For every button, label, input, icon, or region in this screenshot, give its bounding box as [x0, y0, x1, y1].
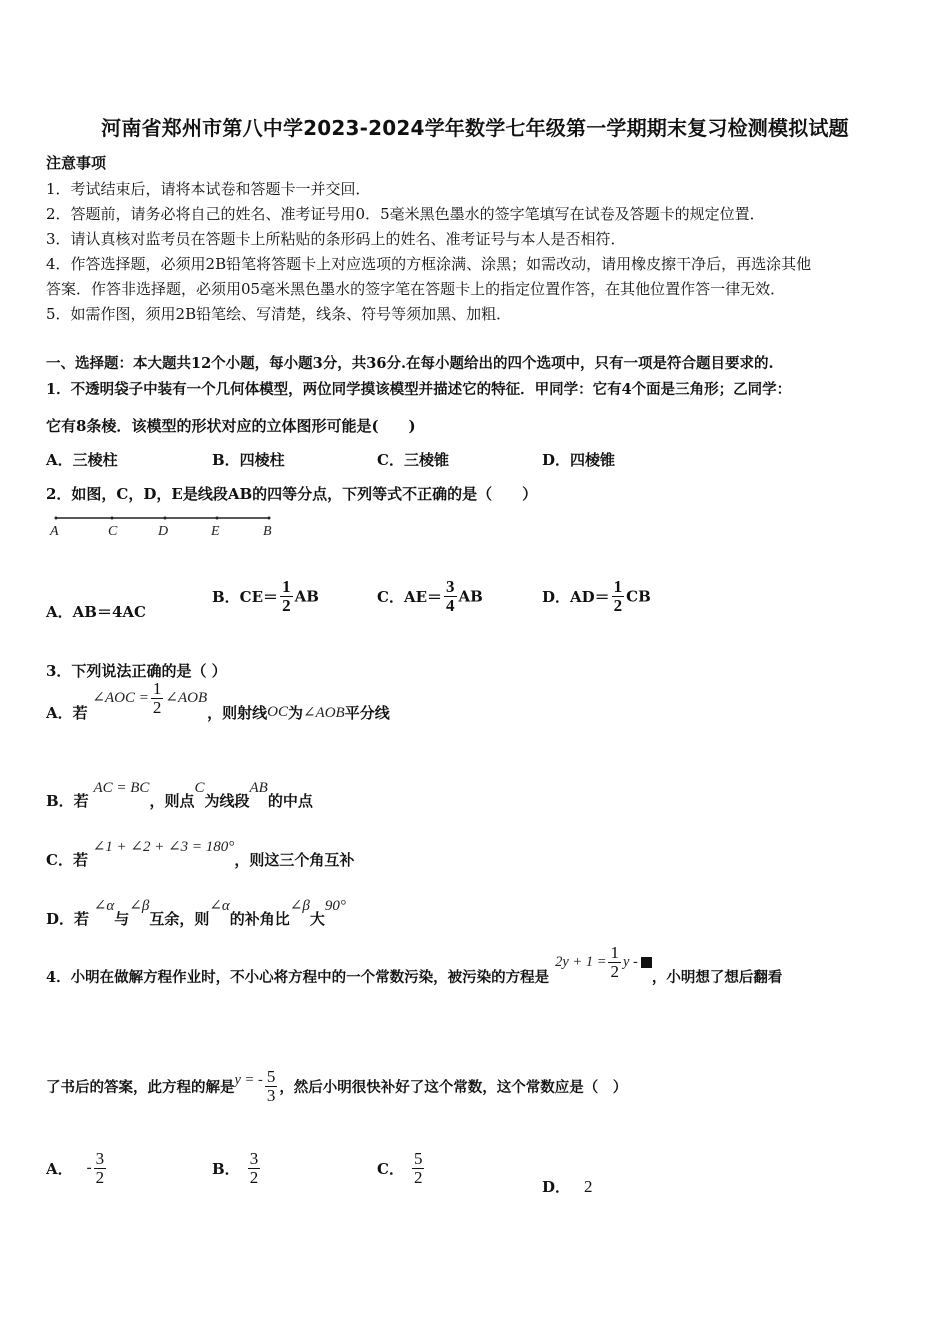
q3-b-text: ，则点 — [149, 792, 195, 810]
q4-option-a — [46, 1150, 108, 1187]
option-label: C． — [377, 1159, 404, 1178]
q3-option-b — [46, 780, 313, 811]
question-4-line1 — [46, 943, 783, 995]
q3-d-text: 与 — [114, 910, 130, 928]
fraction-denominator: 2 — [249, 1167, 259, 1187]
point-label-e: E — [211, 524, 220, 539]
q3-d-label: D．若 — [46, 910, 90, 928]
minus-sign: - — [86, 1159, 92, 1176]
section-heading: 一、选择题：本大题共12个小题，每小题3分，共36分.在每小题给出的四个选项中，只有一项是符合题目要求的. — [46, 355, 774, 372]
fraction — [612, 578, 625, 615]
q4-option-d — [542, 1176, 593, 1197]
fraction — [444, 578, 457, 615]
math-expr: ∠AOB — [165, 690, 208, 707]
math-expr: 90° — [324, 898, 346, 914]
fraction — [151, 680, 164, 717]
q1-option-d: D．四棱锥 — [542, 451, 616, 469]
fraction-numerator: 5 — [413, 1149, 423, 1168]
point-mark-d — [164, 517, 167, 520]
point-mark-a — [55, 517, 58, 520]
math-expr: OC — [267, 703, 288, 720]
point-mark-e — [216, 517, 219, 520]
option-label: D． — [542, 1178, 571, 1196]
math-expr: C — [194, 780, 205, 796]
option-label: B． — [212, 1159, 240, 1178]
fraction — [94, 1150, 107, 1187]
math-expr: ∠β — [129, 898, 150, 914]
fraction-numerator: 3 — [95, 1149, 105, 1168]
q2-option-a: A．AB＝4AC — [46, 603, 146, 621]
math-expr: ∠AOB — [302, 704, 345, 721]
fraction — [265, 1068, 278, 1105]
question-1-line2: 它有8条棱．该模型的形状对应的立体图形可能是( ) — [46, 417, 416, 435]
q2-option-b — [212, 578, 319, 615]
math-expr: ∠1 + ∠2 + ∠3 = 180° — [92, 839, 235, 855]
fraction — [280, 578, 293, 615]
point-label-a: A — [50, 524, 59, 539]
q1-option-c: C．三棱锥 — [377, 451, 449, 469]
q3-d-text: 互余，则 — [149, 910, 210, 928]
q3-option-d — [46, 898, 346, 929]
math-expr: ∠AOC = — [92, 690, 149, 707]
option-label: A． — [46, 1159, 73, 1178]
fraction — [412, 1150, 425, 1187]
q2-d-label: D．AD＝ — [542, 587, 610, 606]
q2-d-tail: CB — [626, 587, 651, 606]
q3-d-text: 的补角比 — [229, 910, 290, 928]
q4-text: 了书后的答案，此方程的解是 — [46, 1078, 235, 1096]
point-label-c: C — [108, 524, 118, 539]
notice-item: 3．请认真核对监考员在答题卡上所粘贴的条形码上的姓名、准考证号与本人是否相符． — [46, 230, 626, 248]
q2-c-tail: AB — [458, 587, 483, 606]
notice-item: 5．如需作图，须用2B铅笔绘、写清楚，线条、符号等须加黑、加粗． — [46, 305, 512, 323]
math-expr: ∠β — [289, 898, 310, 914]
fraction — [608, 944, 621, 981]
notice-item: 1．考试结束后，请将本试卷和答题卡一并交回． — [46, 180, 371, 198]
q4-text: 4．小明在做解方程作业时，不小心将方程中的一个常数污染，被污染的方程是 — [46, 968, 550, 986]
math-expr: 2y + 1 = — [555, 954, 607, 971]
fraction-numerator: 1 — [152, 679, 162, 698]
fraction-denominator: 3 — [266, 1085, 276, 1105]
fraction-denominator: 2 — [413, 1167, 423, 1187]
point-mark-c — [111, 517, 114, 520]
q3-b-text: 的中点 — [267, 792, 313, 810]
question-1-line1: 1．不透明袋子中装有一个几何体模型，两位同学摸该模型并描述它的特征．甲同学：它有4个面是三角形；乙同学： — [46, 381, 792, 398]
question-3-stem: 3．下列说法正确的是（ ） — [46, 662, 227, 680]
fraction-numerator: 5 — [266, 1067, 276, 1086]
q2-option-c — [377, 578, 483, 615]
fraction-denominator: 2 — [610, 961, 619, 981]
q3-b-text: 为线段 — [204, 792, 250, 810]
fraction-denominator: 4 — [446, 595, 455, 615]
math-expr: ∠α — [93, 898, 115, 914]
stain-square-icon — [641, 957, 652, 968]
q3-d-text: 大 — [309, 910, 325, 928]
q4-option-b — [212, 1150, 262, 1187]
q2-b-label: B．CE＝ — [212, 587, 279, 606]
math-expr: AB — [249, 780, 268, 796]
fraction — [248, 1150, 261, 1187]
q3-a-text: 为 — [287, 703, 303, 722]
notice-heading: 注意事项 — [46, 154, 107, 172]
fraction-numerator: 1 — [610, 943, 619, 962]
q2-option-d — [542, 578, 651, 615]
q4-text: ，然后小明很快补好了这个常数，这个常数应是（ ） — [279, 1078, 628, 1096]
q4-option-c — [377, 1150, 426, 1187]
fraction-numerator: 3 — [249, 1149, 259, 1168]
fraction-numerator: 1 — [282, 577, 291, 596]
notice-item: 4．作答选择题，必须用2B铅笔将答题卡上对应选项的方框涂满、涂黑；如需改动，请用橡皮擦干净后，再选涂其他 — [46, 255, 812, 273]
q3-c-text: ，则这三个角互补 — [234, 851, 355, 869]
fraction-denominator: 2 — [282, 595, 291, 615]
q2-b-tail: AB — [294, 587, 319, 606]
q3-option-c — [46, 839, 355, 870]
page-title: 河南省郑州市第八中学2023-2024学年数学七年级第一学期期末复习检测模拟试题 — [101, 116, 849, 140]
point-label-b: B — [263, 524, 272, 539]
math-expr: y - — [622, 954, 638, 971]
point-mark-b — [268, 517, 271, 520]
math-expr: AC = BC — [93, 780, 150, 796]
math-expr: ∠α — [209, 898, 230, 914]
math-expr: y = - — [234, 1071, 263, 1088]
notice-item: 2．答题前，请务必将自己的姓名、准考证号用0．5毫米黑色墨水的签字笔填写在试卷及答题卡的规定位置． — [46, 205, 765, 223]
fraction-numerator: 3 — [446, 577, 455, 596]
q4-text: ，小明想了想后翻看 — [651, 968, 783, 986]
q3-option-a — [46, 679, 390, 731]
question-4-line2 — [46, 1068, 627, 1105]
notice-item: 答案．作答非选择题，必须用05毫米黑色墨水的签字笔在答题卡上的指定位置作答，在其他位置作答一律无效． — [46, 280, 786, 298]
fraction-numerator: 1 — [613, 577, 623, 596]
q3-b-label: B．若 — [46, 792, 89, 810]
option-value: 2 — [584, 1177, 593, 1196]
fraction-denominator: 2 — [152, 697, 162, 717]
q3-a-label: A．若 — [46, 703, 88, 722]
q3-a-text: ，则射线 — [207, 703, 268, 722]
point-label-d: D — [158, 524, 169, 539]
q3-c-label: C．若 — [46, 851, 88, 869]
q3-a-text: 平分线 — [344, 703, 390, 722]
q2-c-label: C．AE＝ — [377, 587, 443, 606]
q1-option-a: A．三棱柱 — [46, 451, 118, 469]
fraction-denominator: 2 — [613, 595, 623, 615]
question-2-stem: 2．如图，C，D，E是线段AB的四等分点，下列等式不正确的是（ ） — [46, 485, 538, 503]
fraction-denominator: 2 — [95, 1167, 105, 1187]
q1-option-b: B．四棱柱 — [212, 451, 285, 469]
